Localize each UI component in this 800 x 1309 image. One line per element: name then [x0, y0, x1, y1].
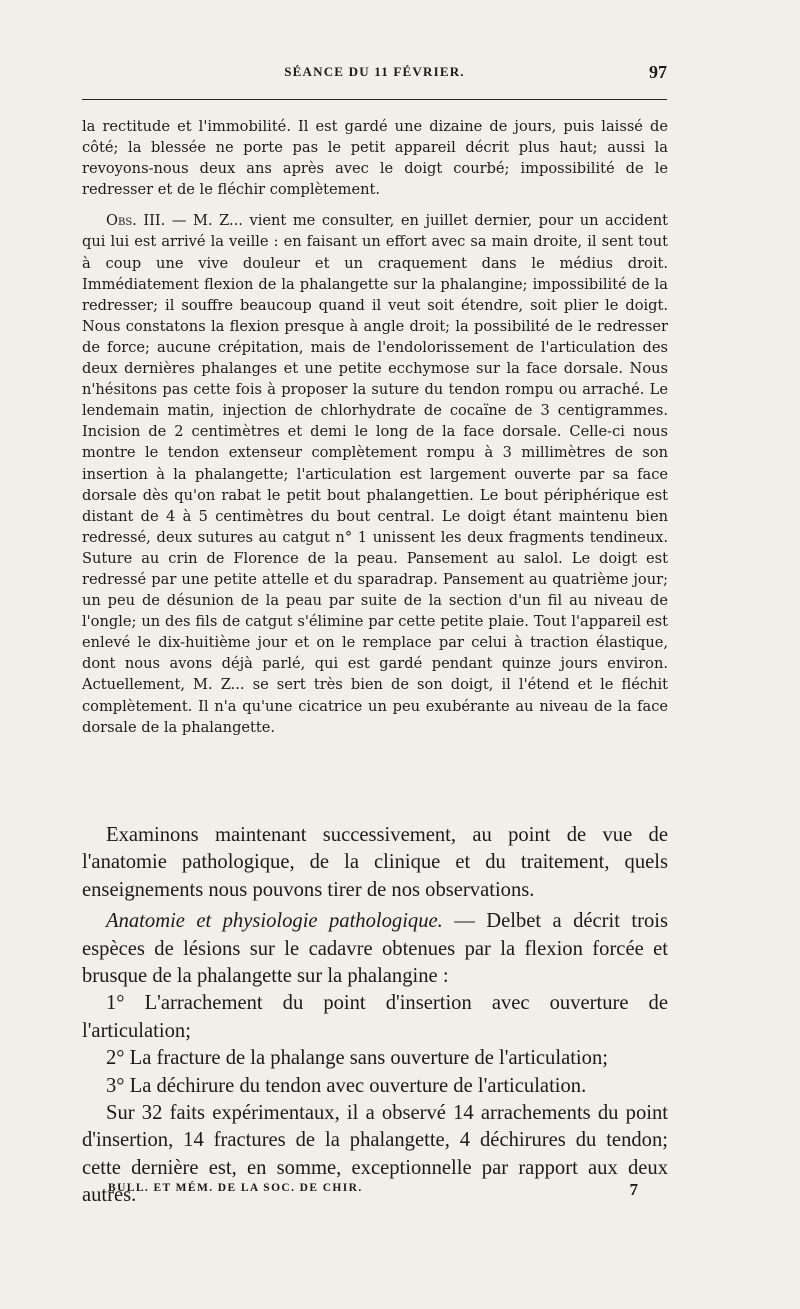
list-item: 2° La fracture de la phalange sans ouverture de l'articulation; — [106, 1047, 608, 1070]
page-footer — [108, 1180, 638, 1200]
paragraph: Examinons maintenant successivement, au point de vue de l'anatomie pathologique, de la clinique et du traitement, quels enseignements nous pouvons tirer de nos observations. — [82, 824, 668, 901]
section-body: — Delbet a décrit trois espèces de lésions sur le cadavre obtenues par la flexion forcée et brusque de la phalangette sur la phalangine : — [82, 910, 668, 988]
paragraph: la rectitude et l'immobilité. Il est gardé une dizaine de jours, puis laissé de côté; la blessée ne porte pas le petit appareil décrit plus haut; aussi la revoyons-nous deux ans après avec le doigt courbé; impossibilité de le redresser et de le fléchir complètement. — [82, 118, 668, 199]
running-head: SÉANCE DU 11 FÉVRIER. — [284, 64, 465, 79]
sheet-number: 7 — [629, 1180, 638, 1199]
signature-mark: BULL. ET MÉM. DE LA SOC. DE CHIR. — [108, 1182, 363, 1194]
page-number: 97 — [649, 62, 667, 82]
list-item: 3° La déchirure du tendon avec ouverture de l'articulation. — [106, 1074, 587, 1097]
section-heading: Anatomie et physiologie pathologique. — [106, 910, 443, 933]
observation-label: Obs. III. — [106, 212, 166, 230]
list-item: 1° L'arrachement du point d'insertion avec ouverture de l'articulation; — [82, 992, 668, 1042]
body-text — [82, 822, 668, 1210]
header-rule — [82, 99, 667, 100]
observation-body: — M. Z... vient me consulter, en juillet dernier, pour un accident qui lui est arrivé la veille : en faisant un effort avec sa main droite, il sent tout à coup une vive douleur et un craquement dans le médius droit. Immédiatement flexion de la phalangette sur la phalangine; impossibilité de la redresser; il souffre beaucoup quand il veut soit étendre, soit plier le doigt. Nous constatons la flexion presque à angle droit; la possibilité de le redresser de force; aucune crépitation, mais de l'endolorissement de l'articulation des deux dernières phalanges et une petite ecchymose sur la face dorsale. Nous n'hésitons pas cette fois à proposer la suture du tendon rompu ou arraché. Le lendemain matin, injection de chlorhydrate de cocaïne de 3 centigrammes. Incision de 2 centimètres et demi le long de la face dorsale. Celle-ci nous montre le tendon extenseur complètement rompu à 3 millimètres de son insertion à la phalangette; l'articulation est largement ouverte par sa face dorsale dès qu'on rabat le petit bout phalangettien. Le bout périphérique est distant de 4 à 5 centimètres du bout central. Le doigt étant maintenu bien redressé, deux sutures au catgut n° 1 unissent les deux fragments tendineux. Suture au crin de Florence de la peau. Pansement au salol. Le doigt est redressé par une petite attelle et du sparadrap. Pansement au quatrième jour; un peu de désunion de la peau par suite de la section d'un fil au niveau de l'ongle; un des fils de catgut s'élimine par cette petite plaie. Tout l'appareil est enlevé le dix-huitième jour et on le remplace par celui à traction élastique, dont nous avons déjà parlé, qui est gardé pendant quinze jours environ. Actuellement, M. Z... se sert très bien de son doigt, il l'étend et le fléchit complètement. Il n'a qu'une cicatrice un peu exubérante au niveau de la face dorsale de la phalangette. — [82, 212, 669, 736]
observation-text — [82, 116, 668, 738]
section-paragraph — [82, 908, 668, 990]
page-header — [82, 62, 667, 84]
paragraph: Sur 32 faits expérimentaux, il a observé 14 arrachements du point d'insertion, 14 fractures de la phalangette, 4 déchirures du tendon; cette dernière est, en somme, exceptionnelle par rapport aux deux autres. — [82, 1102, 668, 1207]
observation-paragraph — [82, 210, 668, 737]
